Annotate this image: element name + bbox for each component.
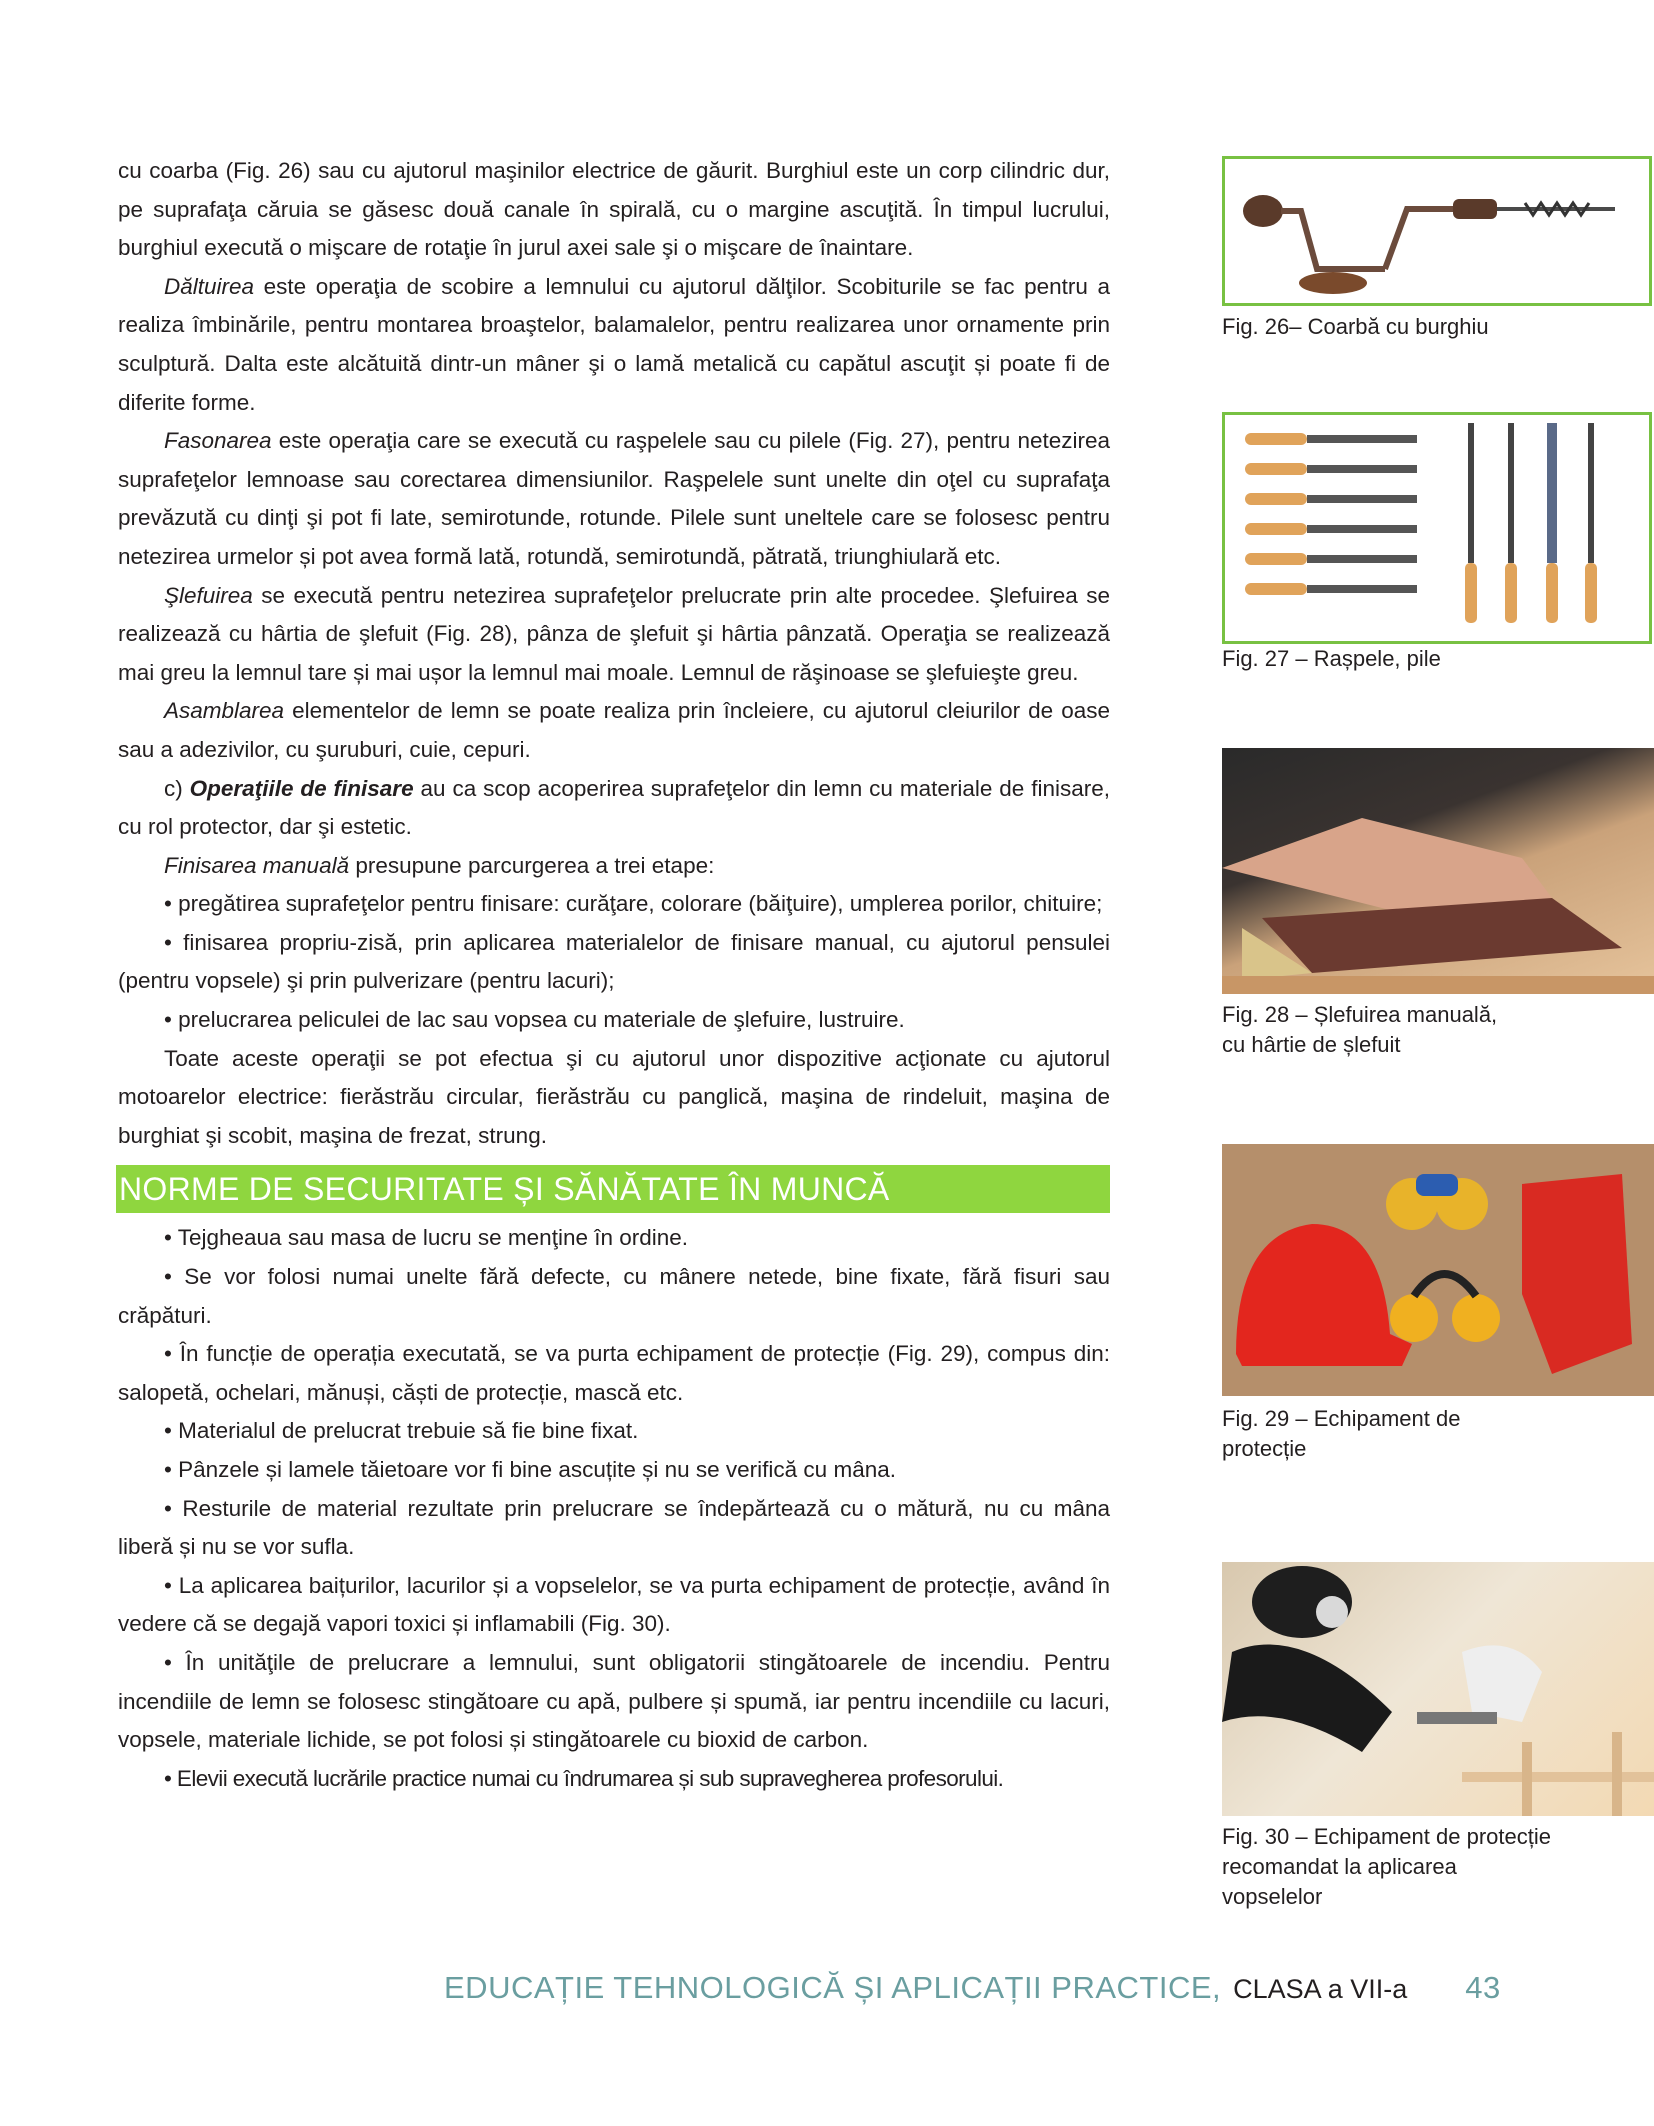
figure-30-spray-painting-photo — [1222, 1562, 1654, 1816]
list-item: • Tejgheaua sau masa de lucru se menţine în ordine. — [164, 1225, 689, 1251]
paragraph-sanding: Şlefuirea se execută pentru netezirea suprafeţelor prelucrate prin alte procedee. Şlefuirea se realizează cu hârtia de şlefuit (Fig. 28), pânza de şlefuit şi hârtia pânzată. Operaţia se realizează mai greu la lemnul tare și mai ușor la lemnul mai moale. Lemnul de răşinoase se şlefuieşte greu. — [118, 582, 1110, 685]
paragraph-assembly: Asamblarea elementelor de lemn se poate realiza prin încleiere, cu ajutorul cleiurilor de oase sau a adezivilor, cu şuruburi, cuie, cepuri. — [118, 698, 1110, 762]
main-text-column — [118, 152, 1110, 1798]
figure-27-rasps-files — [1222, 412, 1652, 644]
list-item: • Resturile de material rezultate prin prelucrare se îndepărtează cu o mătură, nu cu mâna liberă și nu se vor sufla. — [118, 1495, 1110, 1560]
page-footer — [444, 1970, 1501, 2006]
paragraph-finishing: c) Operaţiile de finisare au ca scop acoperirea suprafeţelor din lemn cu materiale de finisare, cu rol protector, dar şi estetic. — [118, 775, 1111, 840]
list-item: • Elevii execută lucrările practice numai cu îndrumarea și sub supravegherea profesorului. — [164, 1765, 1004, 1791]
list-item: • Se vor folosi numai unelte fără defecte, cu mânere netede, bine fixate, fără fisuri sau crăpături. — [118, 1264, 1110, 1328]
paragraph-manual-finishing: Finisarea manuală presupune parcurgerea a trei etape: — [164, 852, 715, 878]
paragraph-drilling: cu coarba (Fig. 26) sau cu ajutorul maşinilor electrice de găurit. Burghiul este un corp cilindric dur, pe suprafaţa căruia se găsesc două canale în spirală, cu o margine ascuţită. În timpul lucrului, burghiul execută o mişcare de rotaţie în jurul axei sale şi o mişcare de înaintare. — [118, 158, 1110, 261]
spray-painting-illustration — [1222, 1562, 1654, 1816]
figure-28-caption: Fig. 28 – Șlefuirea manuală, cu hârtie de șlefuit — [1222, 1002, 1498, 1057]
list-item: • Pânzele și lamele tăietoare vor fi bine ascuțite și nu se verifică cu mâna. — [164, 1457, 896, 1482]
brace-drill-illustration — [1225, 159, 1649, 303]
list-item: • La aplicarea baițurilor, lacurilor și a vopselelor, se va purta echipament de protecție, având în vedere că se degajă vapori toxici și inflamabili (Fig. 30). — [118, 1572, 1110, 1637]
list-item: • În funcție de operația executată, se va purta echipament de protecție (Fig. 29), compus din: salopetă, ochelari, mănuși, căști de protecție, mască etc. — [118, 1341, 1110, 1405]
rasps-files-illustration — [1225, 415, 1649, 641]
term-manual-finishing: Finisarea manuală — [164, 852, 350, 878]
page-number: 43 — [1465, 1970, 1501, 2005]
figure-26-brace-drill — [1222, 156, 1652, 306]
figure-27-caption: Fig. 27 – Rașpele, pile — [1222, 646, 1441, 671]
figure-30-caption: Fig. 30 – Echipament de protecție recomandat la aplicarea vopselelor — [1222, 1824, 1551, 1909]
term-assembly: Asamblarea — [164, 698, 285, 724]
list-item: • pregătirea suprafeţelor pentru finisare: curăţare, colorare (băiţuire), umplerea porilor, chituire; — [164, 891, 1103, 917]
figure-26-caption: Fig. 26– Coarbă cu burghiu — [1222, 314, 1489, 339]
figure-29-protective-equipment-photo — [1222, 1144, 1654, 1396]
term-shaping: Fasonarea — [164, 428, 272, 454]
paragraph-machines: Toate aceste operaţii se pot efectua şi cu ajutorul unor dispozitive acţionate cu ajutorul motoarelor electrice: fierăstrău circular, fierăstrău cu panglică, maşina de rindeluit, maşina de burghiat şi scobit, maşina de frezat, strung. — [118, 1045, 1110, 1148]
footer-class-label: CLASA a VII-a — [1233, 1974, 1408, 2004]
term-finishing: Operaţiile de finisare — [189, 775, 414, 801]
term-chiseling: Dăltuirea — [164, 273, 255, 299]
sanding-illustration — [1222, 748, 1654, 994]
list-item: • În unităţile de prelucrare a lemnului, sunt obligatorii stingătoarele de incendiu. Pentru incendiile de lemn se folosesc stingătoare cu apă, pulbere și spumă, iar pentru incendiile cu lacuri, vopsele, materiale lichide, se pot folosi și stingătoarele cu bioxid de carbon. — [118, 1649, 1110, 1753]
footer-book-title: EDUCAȚIE TEHNOLOGICĂ ȘI APLICAȚII PRACTICE, — [444, 1970, 1222, 2005]
list-item: • prelucrarea peliculei de lac sau vopsea cu materiale de şlefuire, lustruire. — [164, 1007, 905, 1033]
term-sanding: Şlefuirea — [164, 582, 253, 608]
paragraph-chiseling: Dăltuirea este operaţia de scobire a lemnului cu ajutorul dălţilor. Scobiturile se fac pentru a realiza îmbinările, pentru montarea broaştelor, balamalelor, pentru realizarea unor ornamente prin sculptură. Dalta este alcătuită dintr-un mâner şi o lamă metalică cu capătul ascuţit și poate fi de diferite forme. — [118, 273, 1110, 415]
section-title-banner: NORME DE SECURITATE ȘI SĂNĂTATE ÎN MUNCĂ — [116, 1165, 1110, 1213]
list-item: • Materialul de prelucrat trebuie să fie bine fixat. — [164, 1418, 639, 1444]
list-item: • finisarea propriu-zisă, prin aplicarea materialelor de finisare manual, cu ajutorul pensulei (pentru vopsele) şi prin pulverizare (pentru lacuri); — [118, 929, 1110, 994]
protective-equipment-illustration — [1222, 1144, 1654, 1396]
figure-28-sanding-photo — [1222, 748, 1654, 994]
figure-29-caption: Fig. 29 – Echipament de protecție — [1222, 1406, 1461, 1461]
paragraph-shaping: Fasonarea este operaţia care se execută cu raşpelele sau cu pilele (Fig. 27), pentru netezirea suprafeţelor lemnoase sau corectarea dimensiunilor. Raşpelele sunt unelte din oţel cu suprafaţa prevăzută cu dinţi şi pot fi late, semirotunde, rotunde. Pilele sunt uneltele care se folosesc pentru netezirea urmelor și pot avea formă lată, rotundă, semirotundă, pătrată, triunghiulară etc. — [118, 428, 1110, 569]
